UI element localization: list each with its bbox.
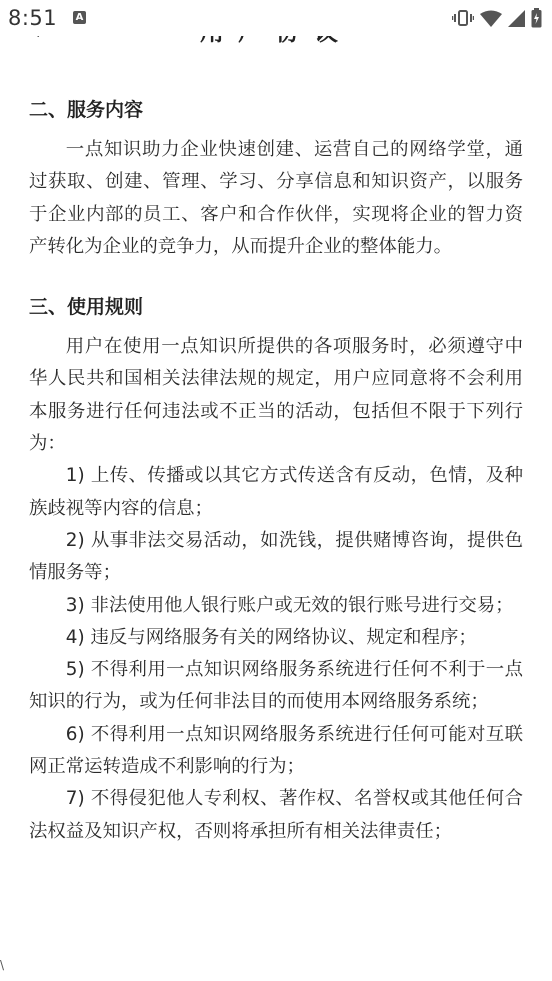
status-bar [0,0,552,36]
vibrate-icon [452,10,474,26]
wifi-icon [480,10,502,27]
rule-item: 7) 不得侵犯他人专利权、著作权、名誉权或其他任何合法权益及知识产权，否则将承担所有相关法律责任； [29,788,523,842]
rule-item: 1) 上传、传播或以其它方式传送含有反动，色情，及种族歧视等内容的信息； [29,465,523,519]
agreement-content [29,92,523,848]
rule-item: 5) 不得利用一点知识网络服务系统进行任何不利于一点知识的行为，或为任何非法目的而使用本网络服务系统； [29,659,523,713]
scroll-edge-mark: \ [0,958,5,972]
rule-item: 4) 违反与网络服务有关的网络协议、规定和程序； [65,626,477,648]
signal-icon [508,10,525,27]
android-notification-icon: A [73,11,86,24]
section-heading-usage-rules: 三、使用规则 [29,296,144,319]
status-icons [452,8,542,28]
paragraph: 一点知识助力企业快速创建、运营自己的网络学堂，通过获取、创建、管理、学习、分享信息和知识资产，以服务于企业内部的员工、客户和合作伙伴，实现将企业的智力资产转化为企业的竞争力，从而提升企业的整体能力。 [29,139,523,257]
rule-item: 3) 非法使用他人银行账户或无效的银行账号进行交易； [65,594,514,616]
section-heading-service-content: 二、服务内容 [29,99,144,121]
rule-item: 2) 从事非法交易活动，如洗钱，提供赌博咨询，提供色情服务等； [29,529,523,584]
rule-item: 6) 不得利用一点知识网络服务系统进行任何可能对互联网正常运转造成不利影响的行为； [29,723,523,778]
status-time: 8:51 [8,6,58,30]
paragraph: 用户在使用一点知识所提供的各项服务时，必须遵守中华人民共和国相关法律法规的规定，用户应同意将不会利用本服务进行任何违法或不正当的活动，包括但不限于下列行为： [29,336,523,455]
battery-charging-icon [531,8,542,28]
